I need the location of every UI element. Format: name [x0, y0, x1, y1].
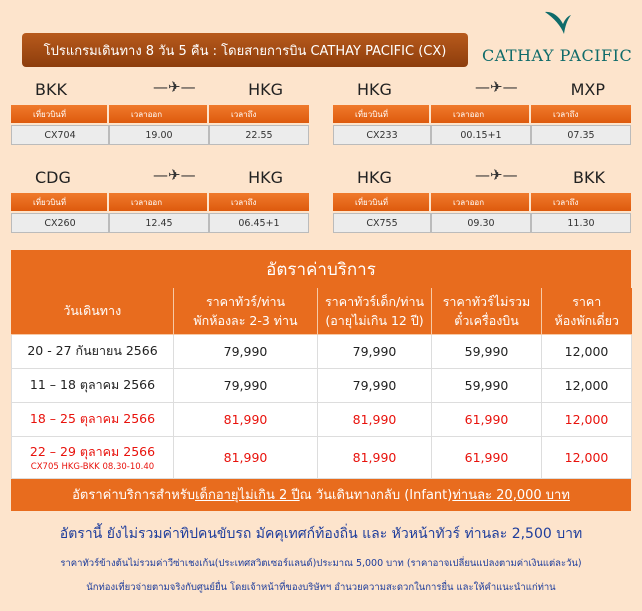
arrive-time: 07.35 — [531, 125, 631, 145]
rates-table — [11, 288, 632, 479]
single-room-price: 12,000 — [542, 402, 632, 436]
rates-header-row — [12, 288, 632, 334]
flight-header-row — [333, 193, 631, 211]
travel-date: 20 - 27 กันยายน 2566 — [12, 334, 174, 368]
no-ticket-price: 61,990 — [432, 402, 542, 436]
airplane-arrow-icon: —✈— — [153, 166, 196, 184]
flight-route — [11, 75, 309, 105]
table-row — [12, 402, 632, 436]
flight-no: CX755 — [333, 213, 431, 233]
arrive-label: เวลาถึง — [209, 193, 309, 211]
flight-route — [333, 163, 631, 193]
arrive-time: 22.55 — [209, 125, 309, 145]
travel-date: 22 – 29 ตุลาคม 2566 — [29, 443, 156, 459]
airplane-arrow-icon: —✈— — [475, 78, 518, 96]
flight-block-4 — [333, 163, 631, 229]
destination-airport: MXP — [570, 80, 605, 99]
flight-no-label: เที่ยวบินที่ — [11, 105, 109, 123]
flight-header-row — [11, 105, 309, 123]
flight-value-row — [333, 125, 631, 145]
destination-airport: HKG — [248, 168, 283, 187]
adult-price: 81,990 — [174, 402, 318, 436]
origin-airport: CDG — [35, 168, 71, 187]
child-price: 79,990 — [318, 334, 432, 368]
child-price: 81,990 — [318, 436, 432, 478]
no-ticket-price: 59,990 — [432, 334, 542, 368]
destination-airport: HKG — [248, 80, 283, 99]
flight-value-row — [333, 213, 631, 233]
arrive-label: เวลาถึง — [209, 105, 309, 123]
depart-time: 12.45 — [109, 213, 209, 233]
travel-date: 18 – 25 ตุลาคม 2566 — [12, 402, 174, 436]
arrive-time: 11.30 — [531, 213, 631, 233]
col-header-no-ticket: ราคาทัวร์ไม่รวม ตั๋วเครื่องบิน — [432, 288, 542, 334]
rates-panel — [11, 250, 631, 511]
flight-header-row — [333, 105, 631, 123]
depart-label: เวลาออก — [109, 105, 209, 123]
adult-price: 79,990 — [174, 334, 318, 368]
infant-age: เด็กอายุไม่เกิน 2 ปี — [195, 487, 300, 503]
logo-text: CATHAY PACIFIC — [482, 46, 633, 65]
airplane-arrow-icon: —✈— — [153, 78, 196, 96]
infant-rate-note: อัตราค่าบริการสำหรับ เด็กอายุไม่เกิน 2 ปี ณ วันเดินทางกลับ (Infant) ท่านละ 20,000 บาท — [11, 477, 631, 511]
travel-date-cell — [12, 436, 174, 478]
depart-label: เวลาออก — [109, 193, 209, 211]
flight-block-3 — [11, 163, 309, 229]
depart-time: 09.30 — [431, 213, 531, 233]
arrive-label: เวลาถึง — [531, 193, 631, 211]
destination-airport: BKK — [573, 168, 605, 187]
no-ticket-price: 61,990 — [432, 436, 542, 478]
visa-note: ราคาทัวร์ข้างต้นไม่รวมค่าวีซ่าเชงเก้น(ประเทศสวิตเซอร์แลนด์)ประมาณ 5,000 บาท (ราคาอาจเปลี่ยนแปลงตามค่าเงินแต่ละวัน) — [60, 558, 582, 569]
arrive-time: 06.45+1 — [209, 213, 309, 233]
origin-airport: BKK — [35, 80, 67, 99]
visa-center-note: นักท่องเที่ยวจ่ายตามจริงกับศูนย์ยื่น โดยเจ้าหน้าที่ของบริษัทฯ อำนวยความสะดวกในการยื่น และให้คำแนะนำแก่ท่าน — [86, 582, 556, 593]
flight-no: CX260 — [11, 213, 109, 233]
child-price: 81,990 — [318, 402, 432, 436]
origin-airport: HKG — [357, 168, 392, 187]
col-header-adult: ราคาทัวร์/ท่าน พักห้องละ 2-3 ท่าน — [174, 288, 318, 334]
flight-value-row — [11, 213, 309, 233]
flight-block-1 — [11, 75, 309, 141]
depart-label: เวลาออก — [431, 193, 531, 211]
program-title-bar — [22, 33, 468, 67]
flight-value-row — [11, 125, 309, 145]
flight-route — [333, 75, 631, 105]
flight-no: CX704 — [11, 125, 109, 145]
infant-price: ท่านละ 20,000 บาท — [452, 487, 570, 503]
flight-header-row — [11, 193, 309, 211]
cathay-pacific-logo — [482, 8, 632, 76]
program-title: โปรแกรมเดินทาง 8 วัน 5 คืน : โดยสายการบิน CATHAY PACIFIC (CX) — [43, 43, 447, 59]
no-ticket-price: 59,990 — [432, 368, 542, 402]
arrive-label: เวลาถึง — [531, 105, 631, 123]
child-price: 79,990 — [318, 368, 432, 402]
origin-airport: HKG — [357, 80, 392, 99]
col-header-single: ราคา ห้องพักเดี่ยว — [542, 288, 632, 334]
flight-no: CX233 — [333, 125, 431, 145]
rates-title: อัตราค่าบริการ — [266, 259, 376, 280]
flight-route — [11, 163, 309, 193]
airplane-arrow-icon: —✈— — [475, 166, 518, 184]
flight-no-label: เที่ยวบินที่ — [11, 193, 109, 211]
table-row — [12, 368, 632, 402]
depart-time: 19.00 — [109, 125, 209, 145]
col-header-date: วันเดินทาง — [12, 288, 174, 334]
adult-price: 79,990 — [174, 368, 318, 402]
single-room-price: 12,000 — [542, 334, 632, 368]
flight-change-note: CX705 HKG-BKK 08.30-10.40 — [30, 461, 155, 472]
single-room-price: 12,000 — [542, 368, 632, 402]
depart-time: 00.15+1 — [431, 125, 531, 145]
flight-no-label: เที่ยวบินที่ — [333, 193, 431, 211]
flight-block-2 — [333, 75, 631, 141]
single-room-price: 12,000 — [542, 436, 632, 478]
adult-price: 81,990 — [174, 436, 318, 478]
travel-date: 11 – 18 ตุลาคม 2566 — [12, 368, 174, 402]
tip-note: อัตรานี้ ยังไม่รวมค่าทิปคนขับรถ มัคคุเทศก์ท้องถิ่น และ หัวหน้าทัวร์ ท่านละ 2,500 บาท — [59, 526, 583, 542]
table-row — [12, 334, 632, 368]
flight-no-label: เที่ยวบินที่ — [333, 105, 431, 123]
brushwing-logo-icon — [542, 8, 572, 42]
col-header-child: ราคาทัวร์เด็ก/ท่าน (อายุไม่เกิน 12 ปี) — [318, 288, 432, 334]
depart-label: เวลาออก — [431, 105, 531, 123]
table-row — [12, 436, 632, 478]
